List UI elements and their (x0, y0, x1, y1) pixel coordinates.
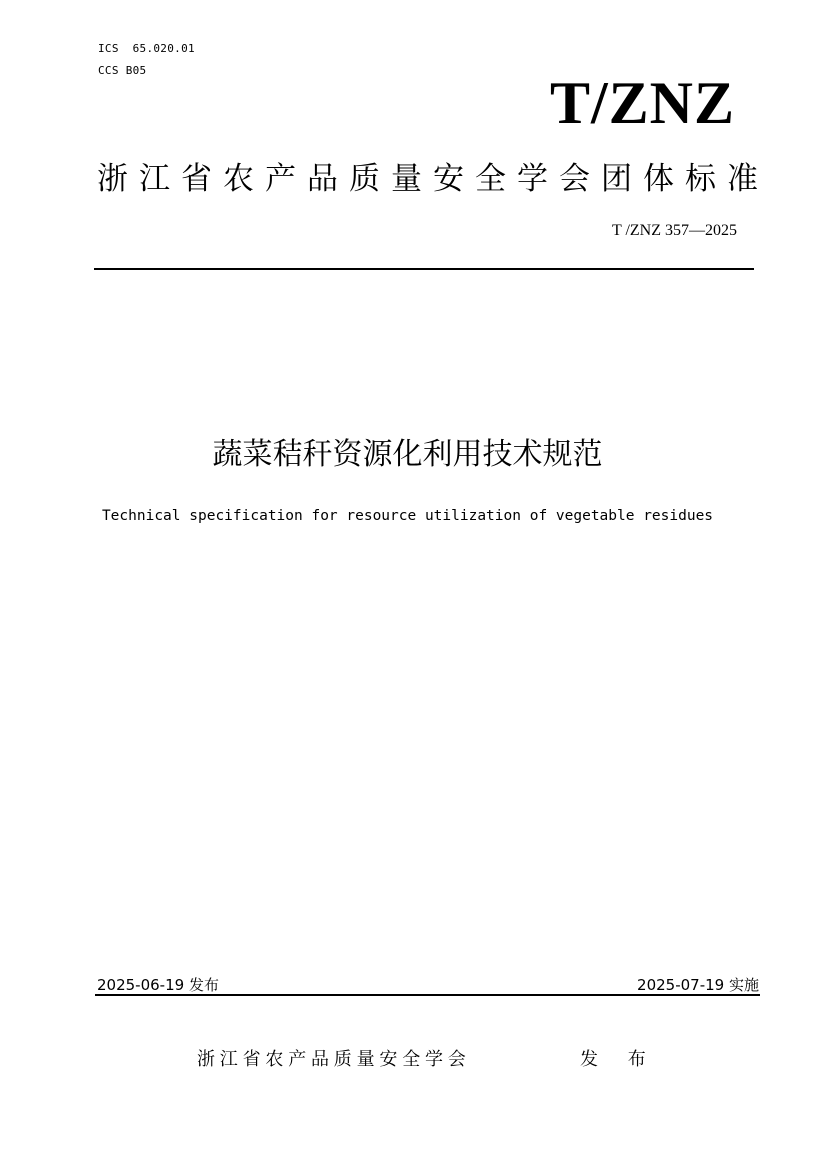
issuer-verb: 发 布 (580, 1049, 658, 1070)
document-title-english: Technical specification for resource utilization of vegetable residues (101, 508, 714, 524)
ccs-code: CCS B05 (98, 64, 147, 77)
publish-date: 2025-06-19 发布 (97, 976, 219, 994)
organization-standard-title: 浙江省农产品质量安全学会团体标准 (97, 161, 769, 197)
document-title-chinese: 蔬菜秸秆资源化利用技术规范 (212, 437, 603, 472)
top-divider (94, 268, 754, 270)
standard-logo: T/ZNZ (549, 70, 735, 136)
ics-code: ICS 65.020.01 (98, 42, 195, 55)
bottom-divider (95, 994, 760, 996)
standard-number: T /ZNZ 357—2025 (611, 222, 737, 239)
implementation-date: 2025-07-19 实施 (637, 976, 759, 994)
issuer-name: 浙江省农产品质量安全学会 (197, 1049, 471, 1070)
